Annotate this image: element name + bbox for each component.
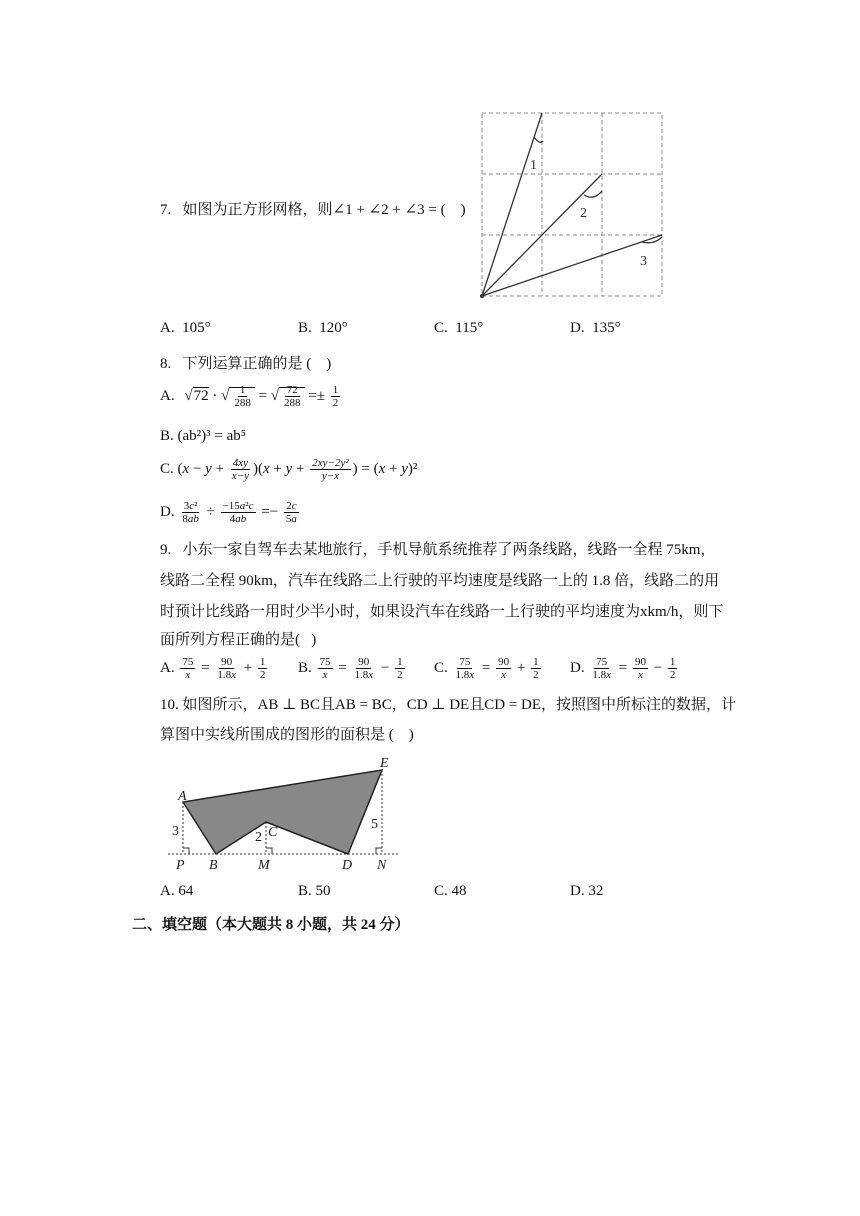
q8-option-a: A. √72 · √ $\frac{1}{288}$ = √ $\frac{72}{288}$ =± $\frac{1}{2}$ xyxy=(160,384,339,409)
point-p-label: P xyxy=(176,858,185,873)
point-d-label: D xyxy=(342,858,353,873)
point-c-label: C xyxy=(268,825,278,840)
length-3-label: 3 xyxy=(172,824,179,839)
section-2-heading: 二、填空题（本大题共 8 小题，共 24 分） xyxy=(132,917,410,933)
point-n-label: N xyxy=(377,858,387,873)
q10-line-2: 算图中实线所围成的图形的面积是 ( ) xyxy=(160,727,414,743)
q8-d-label: D. xyxy=(160,503,175,520)
angle-3-label: 3 xyxy=(640,254,647,269)
q8-option-b: B. (ab²)³ = ab⁵ xyxy=(160,428,246,444)
q7-option-a: A. 105° xyxy=(160,320,211,336)
q9-b-label: B. xyxy=(298,659,312,676)
q9-line-4: 面所列方程正确的是( ) xyxy=(160,632,317,648)
q9-line-3: 时预计比线路一用时少半小时，如果设汽车在线路一上行驶的平均速度为xkm/h，则下 xyxy=(160,604,724,620)
q10-figure xyxy=(160,752,405,874)
q9-c-label: C. xyxy=(434,659,448,676)
q7-stem: 7. 如图为正方形网格，则∠1 + ∠2 + ∠3 = ( ) xyxy=(160,202,466,218)
q8-c-label: C. xyxy=(160,460,174,477)
q10-option-c: C. 48 xyxy=(434,883,467,899)
q9-a-label: A. xyxy=(160,659,175,676)
q9-option-c: C. $\frac{75}{1.8x}$ = $\frac{90}{x}$ + $\frac{1}{2}$ xyxy=(434,656,539,681)
q8-a-label: A. xyxy=(160,387,175,404)
q10-option-a: A. 64 xyxy=(160,883,194,899)
q10-line-1: 10. 如图所示，AB ⊥ BC且AB = BC，CD ⊥ DE且CD = DE，按照图中所标注的数据，计 xyxy=(160,697,736,713)
point-a-label: A xyxy=(178,789,187,804)
q9-d-label: D. xyxy=(570,659,585,676)
point-e-label: E xyxy=(380,756,389,771)
q9-option-b: B. $\frac{75}{x}$ = $\frac{90}{1.8x}$ − $\frac{1}{2}$ xyxy=(298,656,403,681)
length-2-label: 2 xyxy=(255,830,262,845)
angle-1-label: 1 xyxy=(530,158,537,173)
q10-option-b: B. 50 xyxy=(298,883,331,899)
angle-2-label: 2 xyxy=(580,206,587,221)
point-b-label: B xyxy=(209,858,218,873)
length-5-label: 5 xyxy=(371,817,378,832)
q7-option-c: C. 115° xyxy=(434,320,484,336)
q10-option-d: D. 32 xyxy=(570,883,604,899)
q9-option-d: D. $\frac{75}{1.8x}$ = $\frac{90}{x}$ − $\frac{1}{2}$ xyxy=(570,656,676,681)
q7-grid-figure xyxy=(470,105,675,305)
q7-option-b: B. 120° xyxy=(298,320,348,336)
q9-option-a: A. $\frac{75}{x}$ = $\frac{90}{1.8x}$ + $\frac{1}{2}$ xyxy=(160,656,266,681)
q9-line-1: 9. 小东一家自驾车去某地旅行，手机导航系统推荐了两条线路，线路一全程 75km， xyxy=(160,542,716,558)
q9-line-2: 线路二全程 90km，汽车在线路二上行驶的平均速度是线路一上的 1.8 倍，线路二的用 xyxy=(160,573,720,589)
q8-stem: 8. 下列运算正确的是 ( ) xyxy=(160,356,332,372)
q8-option-d: D. $\frac{\text{3c²}}{8ab}$ ÷ $\frac{\text{−15a²c}}{4ab}$ =− $\frac{2c}{5a}$ xyxy=(160,500,297,525)
point-m-label: M xyxy=(258,858,270,873)
q7-option-d: D. 135° xyxy=(570,320,621,336)
q8-option-c: C. (x − y + $\frac{4xy}{x-y}$ )(x + y + $\frac{\text{2xy−2y²}}{y-x}$ ) = (x + y)² xyxy=(160,457,418,482)
